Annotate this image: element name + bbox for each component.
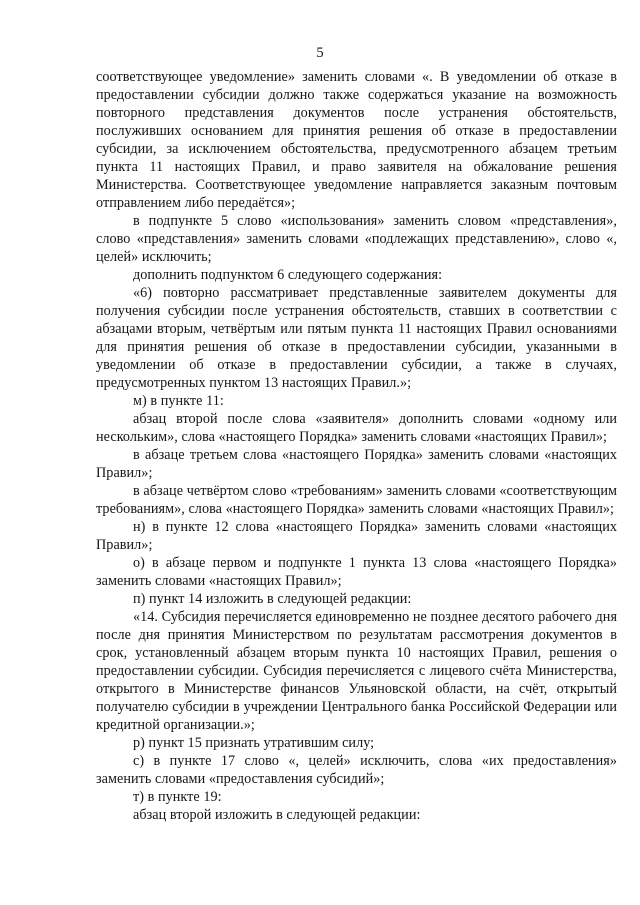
paragraph-item-o: о) в абзаце первом и подпункте 1 пункта 13 слова «настоящего Порядка» заменить словами «настоящих Правил»; bbox=[96, 555, 617, 589]
paragraph-item-t: т) в пункте 19: bbox=[133, 789, 222, 805]
paragraph-item-m-abzac-3: в абзаце третьем слова «настоящего Порядка» заменить словами «настоящих Правил»; bbox=[96, 447, 617, 481]
page-number: 5 bbox=[316, 45, 324, 61]
paragraph-item-r: р) пункт 15 признать утратившим силу; bbox=[133, 735, 375, 751]
paragraph-item-n: н) в пункте 12 слова «настоящего Порядка» заменить словами «настоящих Правил»; bbox=[96, 519, 617, 553]
paragraph-item-s: с) в пункте 17 слово «, целей» исключить, слова «их предоставления» заменить словами «предоставления субсидий»; bbox=[96, 753, 617, 787]
paragraph-item-t-abzac-2: абзац второй изложить в следующей редакции: bbox=[133, 807, 421, 823]
paragraph-subpoint-5: в подпункте 5 слово «использования» заменить словом «представления», слово «представления» заменить словами «подлежащих представлению», слово «, целей» исключить; bbox=[96, 213, 617, 265]
paragraph-item-m-abzac-2: абзац второй после слова «заявителя» дополнить словами «одному или нескольким», слова «настоящего Порядка» заменить словами «настоящих Правил»; bbox=[96, 411, 617, 445]
paragraph-item-m: м) в пункте 11: bbox=[133, 393, 224, 409]
paragraph-item-p: п) пункт 14 изложить в следующей редакции: bbox=[133, 591, 412, 607]
paragraph-item-m-abzac-4: в абзаце четвёртом слово «требованиям» заменить словами «соответствующим требованиям», слова «настоящего Порядка» заменить словами «настоящих Правил»; bbox=[96, 483, 617, 517]
paragraph-continuation: соответствующее уведомление» заменить словами «. В уведомлении об отказе в предоставлении субсидии должно также содержаться указание на возможность повторного представления документов после устранения обстоятельств, послуживших основанием для принятия решения об отказе в предоставлении субсидии, за исключением обстоятельства, предусмотренного абзацем третьим пункта 11 настоящих Правил, и право заявителя на обжалование решения Министерства. Соответствующее уведомление направляется заказным почтовым отправлением либо передаётся»; bbox=[96, 69, 617, 211]
paragraph-subpoint-6-text: «6) повторно рассматривает представленные заявителем документы для получения субсидии после устранения обстоятельств, ставших в соответствии с абзацами вторым, четвёртым или пятым пункта 11 настоящих Правил основаниями для принятия решения об отказе в предоставлении субсидии, указанными в уведомлении об отказе в предоставлении субсидии, а также в случаях, предусмотренных пунктом 13 настоящих Правил.»; bbox=[96, 285, 617, 391]
document-body bbox=[96, 68, 617, 824]
paragraph-point-14-text: «14. Субсидия перечисляется единовременно не позднее десятого рабочего дня после дня принятия Министерством по результатам рассмотрения документов в срок, установленный абзацем вторым пункта 10 настоящих Правил, решения о предоставлении субсидии. Субсидия перечисляется с лицевого счёта Министерства, открытого в Министерстве финансов Ульяновской области, на счёт, открытый получателю субсидии в учреждении Центрального банка Российской Федерации или кредитной организации.»; bbox=[96, 609, 618, 733]
paragraph-add-subpoint-6: дополнить подпунктом 6 следующего содержания: bbox=[133, 267, 443, 283]
